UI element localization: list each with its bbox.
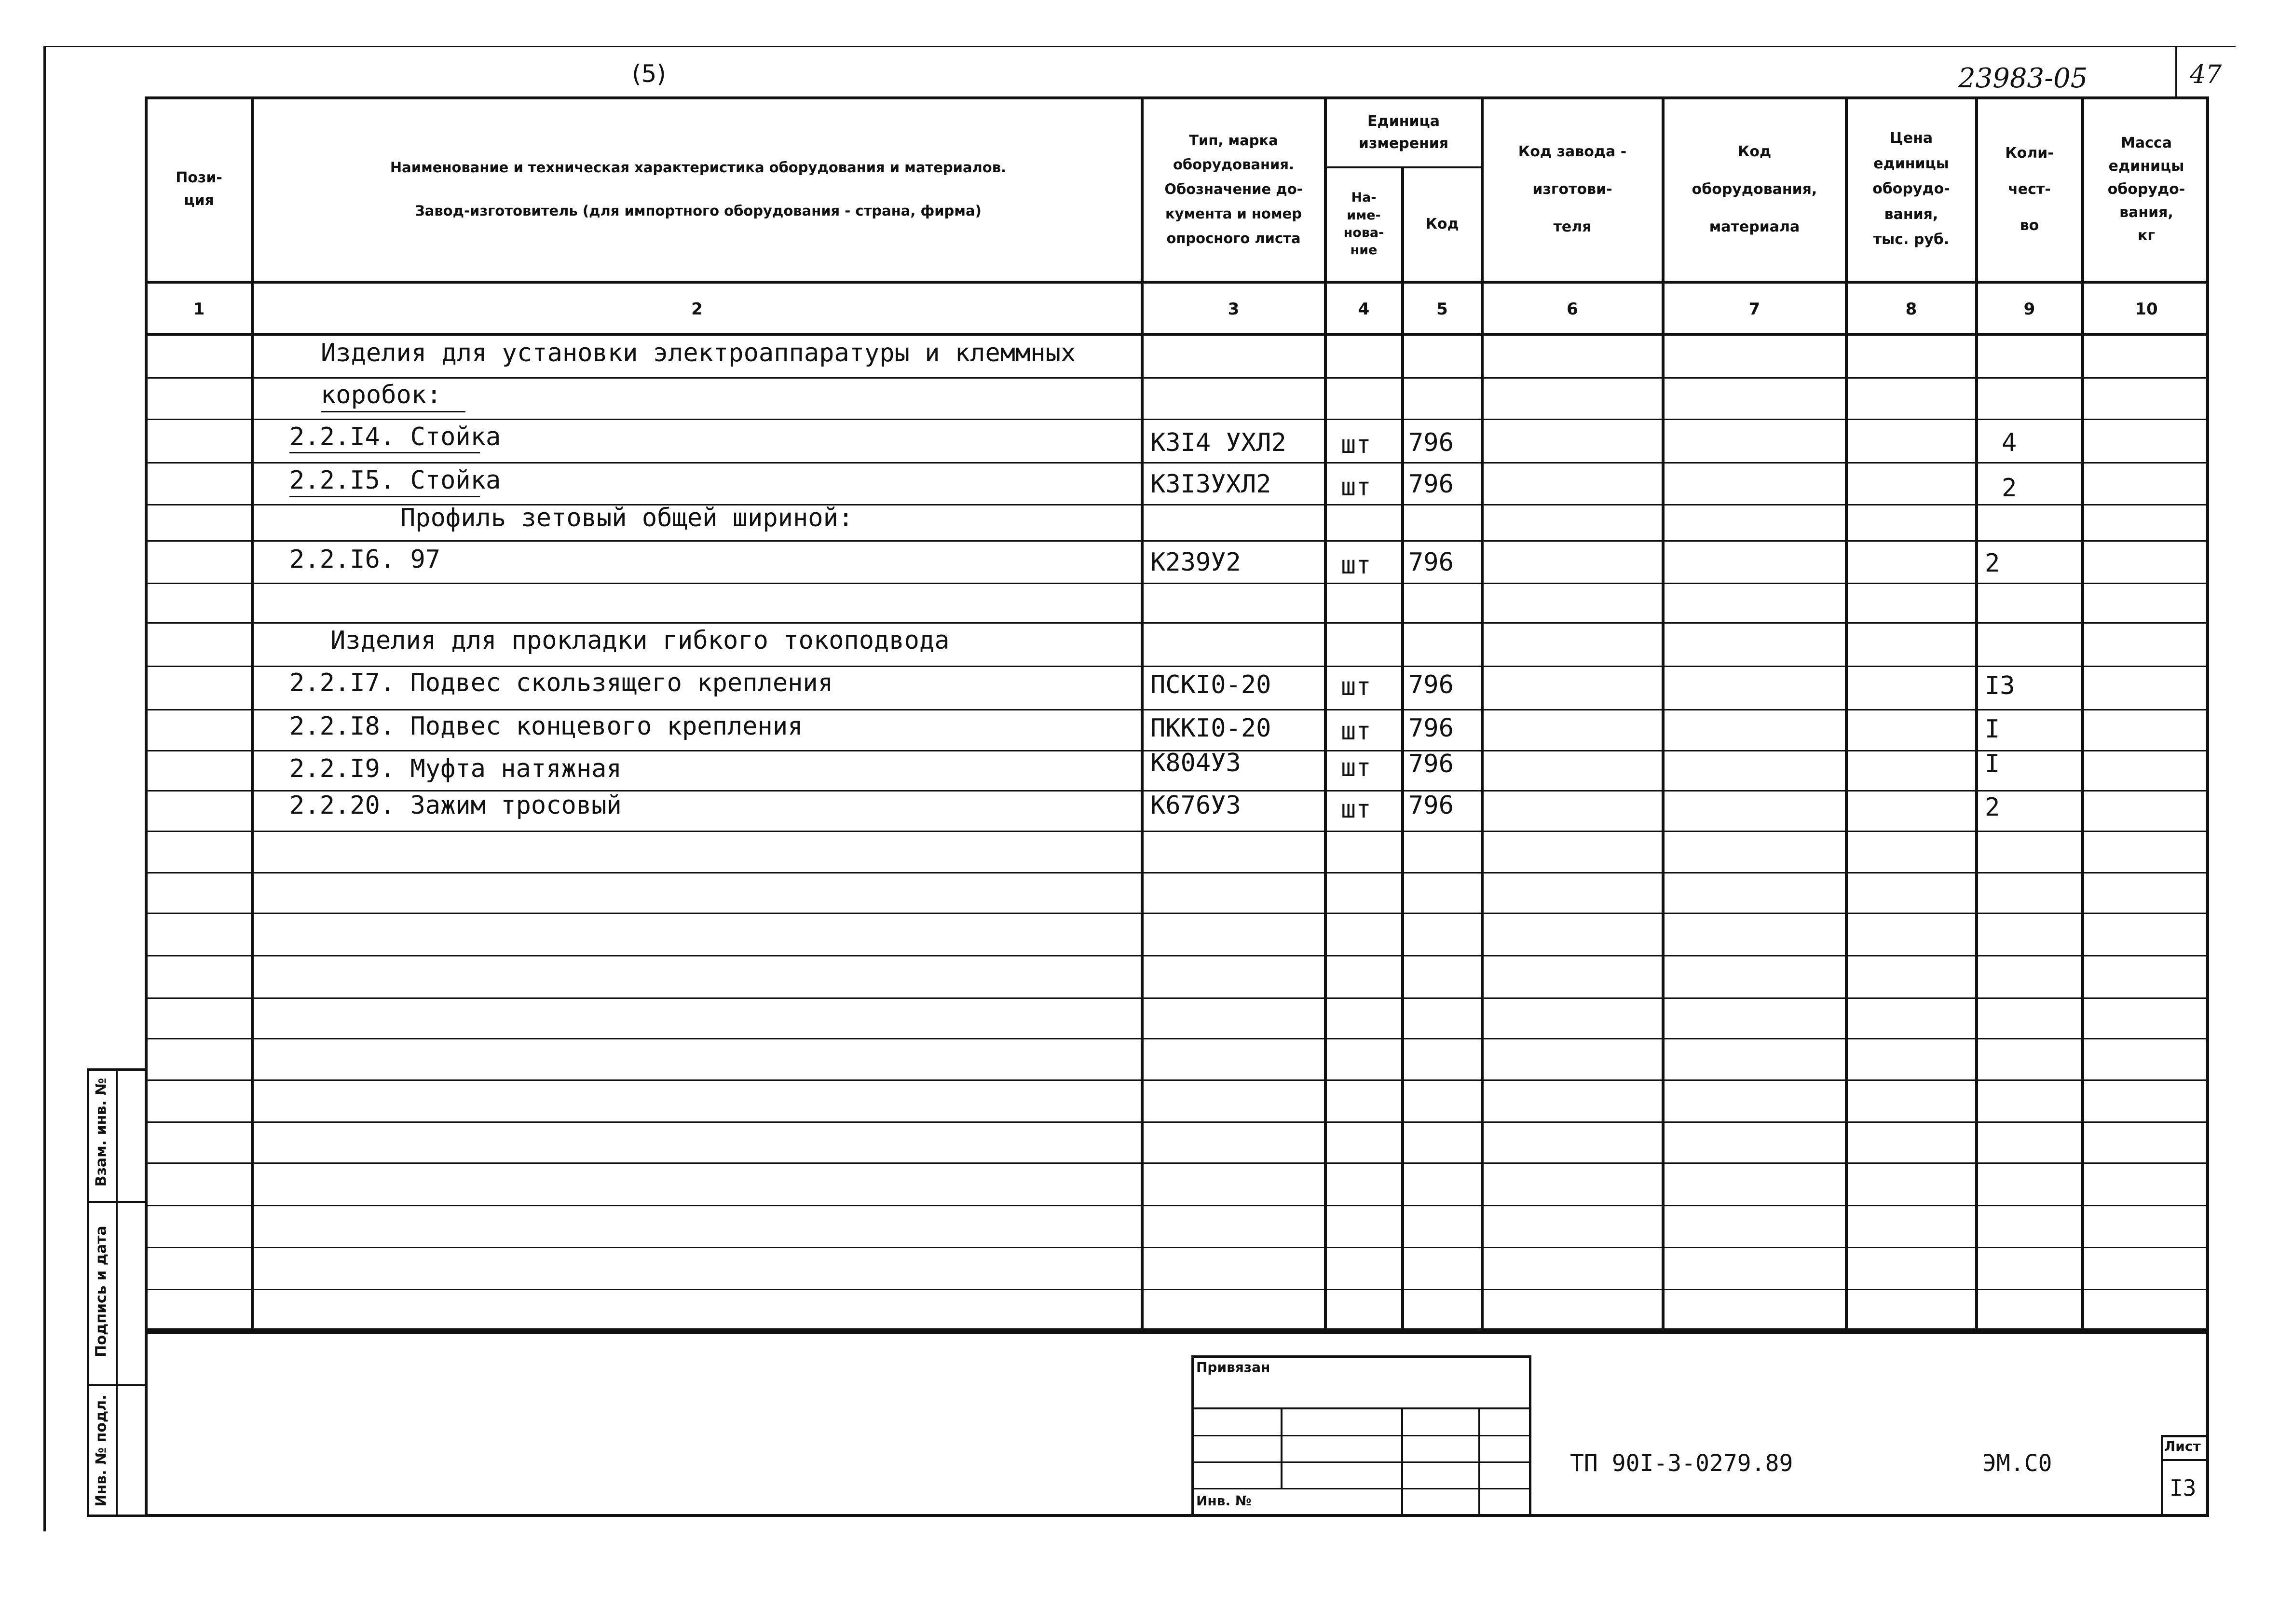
side-stamp-divider (116, 1068, 118, 1517)
inv-label: Инв. № (1196, 1493, 1252, 1509)
colnum-7: 7 (1748, 300, 1760, 319)
colnum-1: 1 (193, 300, 205, 319)
row-9-type: К804У3 (1150, 749, 1241, 778)
sheet-label: Лист (2164, 1438, 2201, 1454)
sheet-number: I3 (2170, 1475, 2197, 1501)
row-line-18 (145, 1121, 2209, 1123)
row-line-11 (145, 831, 2209, 832)
row-5-qty: 2 (1985, 549, 2000, 578)
stamp-frame (145, 1331, 2209, 1517)
attached-line-4 (1191, 1488, 1531, 1489)
row-0-name: Изделия для установки электроаппаратуры и клеммных (321, 339, 1076, 368)
attached-line-3 (1191, 1461, 1531, 1463)
row-10-code: 796 (1408, 791, 1454, 820)
row-10-qty: 2 (1985, 793, 2000, 822)
row-2-unit: шт (1341, 430, 1371, 459)
row-line-12 (145, 872, 2209, 873)
header-quantity: Коли- чест- во (2005, 145, 2054, 234)
side-label-inv-original: Инв. № подл. (93, 1394, 110, 1507)
row-8-name: 2.2.I8. Подвес концевого крепления (289, 712, 803, 741)
row-line-20 (145, 1205, 2209, 1206)
attached-vline-2 (1401, 1407, 1403, 1517)
header-unit-code: Код (1425, 215, 1459, 232)
row-5-type: К239У2 (1150, 548, 1241, 577)
colnum-5: 5 (1436, 300, 1448, 319)
row-1-name: коробок: (321, 381, 442, 409)
row-7-code: 796 (1408, 670, 1454, 699)
colnum-10: 10 (2135, 300, 2158, 319)
underline-row-1 (321, 411, 465, 412)
row-line-2 (145, 462, 2209, 464)
row-9-code: 796 (1408, 750, 1454, 778)
page-number-handwritten: 47 (2190, 60, 2222, 89)
colnum-8: 8 (1905, 300, 1917, 319)
row-line-5 (145, 583, 2209, 584)
frame-left-edge (43, 46, 46, 1531)
row-6-name: Изделия для прокладки гибкого токоподвода (330, 626, 950, 655)
row-7-unit: шт (1341, 672, 1371, 701)
row-10-name: 2.2.20. Зажим тросовый (289, 791, 622, 820)
row-10-type: К676У3 (1150, 791, 1241, 820)
header-unit-name: На- име- нова- ние (1343, 190, 1384, 258)
page-box-divider (2175, 46, 2177, 99)
row-2-type: К3I4 УХЛ2 (1150, 428, 1286, 457)
header-type: Тип, марка оборудования. Обозначение до- кумента и номер опросного листа (1164, 132, 1303, 246)
underline-row-2 (289, 452, 480, 453)
row-line-15 (145, 997, 2209, 999)
row-8-code: 796 (1408, 714, 1454, 743)
project-code-handwritten: 23983-05 (1958, 63, 2088, 94)
row-5-name: 2.2.I6. 97 (289, 545, 441, 574)
row-7-name: 2.2.I7. Подвес скользящего крепления (289, 669, 833, 697)
attached-vline-3 (1478, 1407, 1480, 1517)
header-position: Пози- ция (176, 169, 222, 209)
row-3-name: 2.2.I5. Стойка (289, 466, 501, 495)
header-name: Наименование и техническая характеристика оборудования и материалов. Завод-изготовитель (для импортного оборудования - страна, фирма) (390, 159, 1007, 219)
row-2-qty: 4 (2002, 428, 2017, 457)
row-line-22 (145, 1289, 2209, 1290)
col-line-4 (1401, 166, 1404, 1331)
attached-line-1 (1191, 1407, 1531, 1409)
row-line-4 (145, 540, 2209, 542)
row-8-qty: I (1985, 715, 2000, 744)
row-line-8 (145, 709, 2209, 710)
frame-top-edge (43, 46, 2236, 47)
row-5-unit: шт (1341, 551, 1371, 580)
row-line-16 (145, 1038, 2209, 1039)
row-3-type: К3I3УХЛ2 (1150, 470, 1271, 499)
row-line-19 (145, 1162, 2209, 1164)
attached-label: Привязан (1196, 1359, 1270, 1375)
attached-line-2 (1191, 1435, 1531, 1436)
colnum-2: 2 (691, 300, 703, 319)
row-8-type: ПККI0-20 (1150, 714, 1271, 743)
row-3-code: 796 (1408, 470, 1454, 499)
colnum-bottom-line (145, 333, 2209, 336)
header-unit-group: Единица измерения (1358, 112, 1449, 152)
row-line-14 (145, 955, 2209, 956)
row-line-6 (145, 622, 2209, 624)
row-5-code: 796 (1408, 548, 1454, 577)
row-2-name: 2.2.I4. Стойка (289, 423, 501, 451)
side-label-signature-date: Подпись и дата (93, 1226, 110, 1357)
row-7-type: ПСКI0-20 (1150, 670, 1271, 699)
doc-mark: ЭМ.С0 (1982, 1450, 2052, 1477)
row-line-0 (145, 377, 2209, 379)
row-4-name: Профиль зетовый общей шириной: (400, 504, 854, 532)
row-3-unit: шт (1341, 473, 1371, 502)
header-factory-code: Код завода - изготови- теля (1518, 143, 1627, 235)
colnum-9: 9 (2023, 300, 2035, 319)
underline-row-3 (289, 496, 480, 497)
row-9-name: 2.2.I9. Муфта натяжная (289, 754, 622, 783)
row-9-qty: I (1985, 750, 2000, 778)
side-label-replace-inv: Взам. инв. № (93, 1078, 110, 1187)
unit-group-line (1324, 166, 1481, 168)
row-line-1 (145, 419, 2209, 420)
header-equipment-code: Код оборудования, материала (1692, 143, 1817, 235)
header-price: Цена единицы оборудо- вания, тыс. руб. (1872, 130, 1950, 248)
row-3-qty: 2 (2002, 474, 2017, 503)
doc-code: ТП 90I-3-0279.89 (1570, 1450, 1793, 1477)
row-8-unit: шт (1341, 717, 1371, 746)
attached-vline-1 (1281, 1407, 1283, 1488)
row-9-unit: шт (1341, 753, 1371, 782)
colnum-3: 3 (1228, 300, 1240, 319)
row-line-13 (145, 913, 2209, 914)
sheet-top-number: (5) (632, 60, 666, 88)
sheet-box-divider (2161, 1459, 2209, 1461)
row-2-code: 796 (1408, 428, 1454, 457)
row-line-17 (145, 1079, 2209, 1081)
header-bottom-line (145, 281, 2209, 284)
colnum-4: 4 (1358, 300, 1370, 319)
row-7-qty: I3 (1985, 671, 2015, 700)
colnum-6: 6 (1567, 300, 1578, 319)
header-mass: Масса единицы оборудо- вания, кг (2107, 134, 2185, 244)
row-10-unit: шт (1341, 795, 1371, 824)
row-line-7 (145, 666, 2209, 667)
row-line-21 (145, 1247, 2209, 1248)
